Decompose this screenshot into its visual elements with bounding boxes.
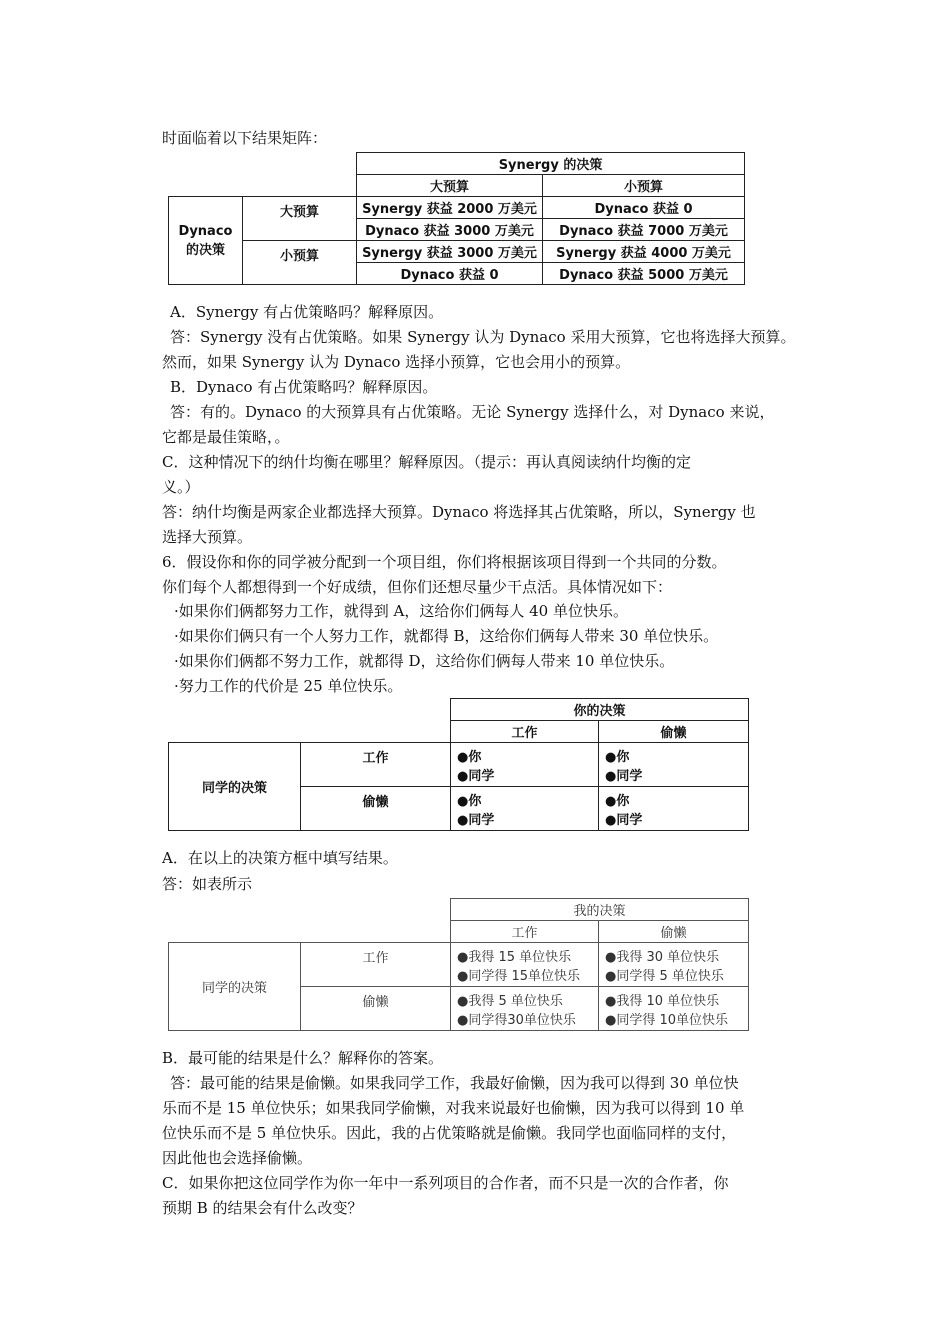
- question-6-line1: 6．假设你和你的同学被分配到一个项目组，你们将根据该项目得到一个共同的分数。: [162, 553, 727, 571]
- classmate-bullet: ●同学: [457, 812, 495, 828]
- bullet-3: ·如果你们俩都不努力工作，就都得 D，这给你们俩每人带来 10 单位快乐。: [174, 652, 675, 670]
- classmate-bullet: ●同学: [605, 768, 643, 784]
- col-slack: 偷懒: [599, 721, 749, 743]
- synergy-col-small: 小预算: [543, 175, 745, 197]
- col-slack: 偷懒: [599, 921, 749, 943]
- my-payoff: ●我得 15 单位快乐: [457, 949, 572, 965]
- you-bullet: ●你: [605, 749, 630, 765]
- answer-6b-line2: 乐而不是 15 单位快乐；如果我同学偷懒，对我来说最好也偷懒，因为我可以得到 10 单: [162, 1099, 745, 1117]
- my-decision-header: 我的决策: [451, 899, 749, 921]
- question-b: B．Dynaco 有占优策略吗？解释原因。: [170, 378, 438, 396]
- cell-slack-slack: [599, 987, 749, 1031]
- question-6-line2: 你们每个人都想得到一个好成绩，但你们还想尽量少干点活。具体情况如下：: [162, 578, 673, 596]
- cell-bb-synergy: Synergy 获益 2000 万美元: [357, 197, 543, 219]
- answer-6a: 答：如表所示: [162, 875, 253, 893]
- cell-work-work: [451, 943, 599, 987]
- my-payoff: ●我得 5 单位快乐: [457, 993, 563, 1009]
- bullet-2: ·如果你们俩只有一个人努力工作，就都得 B，这给你们俩每人带来 30 单位快乐。: [174, 627, 719, 645]
- your-decision-header: 你的决策: [451, 699, 749, 721]
- synergy-col-big: 大预算: [357, 175, 543, 197]
- bullet-4: ·努力工作的代价是 25 单位快乐。: [174, 677, 403, 695]
- my-payoff: ●我得 30 单位快乐: [605, 949, 720, 965]
- payoff-matrix-blank: [168, 698, 749, 831]
- cell-work-slack: [599, 743, 749, 787]
- answer-6b-line4: 因此他也会选择偷懒。: [162, 1149, 313, 1167]
- you-bullet: ●你: [605, 793, 630, 809]
- answer-6b-line3: 位快乐而不是 5 单位快乐。因此，我的占优策略就是偷懒。我同学也面临同样的支付，: [162, 1124, 737, 1142]
- payoff-matrix-synergy-dynaco: [168, 152, 745, 285]
- intro-text: 时面临着以下结果矩阵：: [162, 129, 328, 147]
- question-6c-line2: 预期 B 的结果会有什么改变？: [162, 1199, 363, 1217]
- col-work: 工作: [451, 721, 599, 743]
- row-work: 工作: [301, 943, 451, 987]
- answer-c-line1: 答：纳什均衡是两家企业都选择大预算。Dynaco 将选择其占优策略，所以，Synergy 也: [162, 503, 756, 521]
- cell-sb-synergy: Synergy 获益 3000 万美元: [357, 241, 543, 263]
- answer-b-line1: 答：有的。Dynaco 的大预算具有占优策略。无论 Synergy 选择什么，对 Dynaco 来说，: [170, 403, 775, 421]
- cell-bs-synergy: Dynaco 获益 0: [543, 197, 745, 219]
- dynaco-row-small: 小预算: [243, 241, 357, 285]
- classmate-decision-label: 同学的决策: [169, 943, 301, 1031]
- cell-ss-synergy: Synergy 获益 4000 万美元: [543, 241, 745, 263]
- answer-a-line2: 然而，如果 Synergy 认为 Dynaco 选择小预算，它也会用小的预算。: [162, 353, 631, 371]
- answer-c-line2: 选择大预算。: [162, 528, 253, 546]
- col-work: 工作: [451, 921, 599, 943]
- cell-slack-work: [451, 987, 599, 1031]
- dynaco-row-big: 大预算: [243, 197, 357, 241]
- payoff-matrix-filled: [168, 898, 749, 1031]
- answer-6b-line1: 答：最可能的结果是偷懒。如果我同学工作，我最好偷懒，因为我可以得到 30 单位快: [170, 1074, 739, 1092]
- row-slack: 偷懒: [301, 987, 451, 1031]
- question-6a: A．在以上的决策方框中填写结果。: [162, 849, 398, 867]
- classmate-payoff: ●同学得 10单位快乐: [605, 1012, 729, 1028]
- classmate-bullet: ●同学: [605, 812, 643, 828]
- answer-b-line2: 它都是最佳策略，。: [162, 428, 290, 446]
- question-6b: B．最可能的结果是什么？解释你的答案。: [162, 1049, 444, 1067]
- cell-slack-work: [451, 787, 599, 831]
- cell-work-slack: [599, 943, 749, 987]
- cell-bs-dynaco: Dynaco 获益 7000 万美元: [543, 219, 745, 241]
- row-slack: 偷懒: [301, 787, 451, 831]
- bullet-1: ·如果你们俩都努力工作，就得到 A，这给你们俩每人 40 单位快乐。: [174, 602, 628, 620]
- synergy-decision-header: Synergy 的决策: [357, 153, 745, 175]
- cell-sb-dynaco: Dynaco 获益 0: [357, 263, 543, 285]
- my-payoff: ●我得 10 单位快乐: [605, 993, 720, 1009]
- dynaco-decision-label: Dynaco 的决策: [169, 197, 243, 285]
- cell-ss-dynaco: Dynaco 获益 5000 万美元: [543, 263, 745, 285]
- classmate-payoff: ●同学得 15单位快乐: [457, 968, 581, 984]
- you-bullet: ●你: [457, 749, 482, 765]
- cell-work-work: [451, 743, 599, 787]
- question-c-line1: C．这种情况下的纳什均衡在哪里？解释原因。（提示：再认真阅读纳什均衡的定: [162, 453, 691, 471]
- cell-slack-slack: [599, 787, 749, 831]
- question-a: A．Synergy 有占优策略吗？解释原因。: [170, 303, 444, 321]
- you-bullet: ●你: [457, 793, 482, 809]
- classmate-bullet: ●同学: [457, 768, 495, 784]
- row-work: 工作: [301, 743, 451, 787]
- question-6c-line1: C．如果你把这位同学作为你一年中一系列项目的合作者，而不只是一次的合作者，你: [162, 1174, 729, 1192]
- question-c-line2: 义。）: [162, 478, 200, 496]
- cell-bb-dynaco: Dynaco 获益 3000 万美元: [357, 219, 543, 241]
- answer-a-line1: 答：Synergy 没有占优策略。如果 Synergy 认为 Dynaco 采用大预算，它也将选择大预算。: [170, 328, 796, 346]
- classmate-payoff: ●同学得30单位快乐: [457, 1012, 576, 1028]
- classmate-payoff: ●同学得 5 单位快乐: [605, 968, 724, 984]
- classmate-decision-label: 同学的决策: [169, 743, 301, 831]
